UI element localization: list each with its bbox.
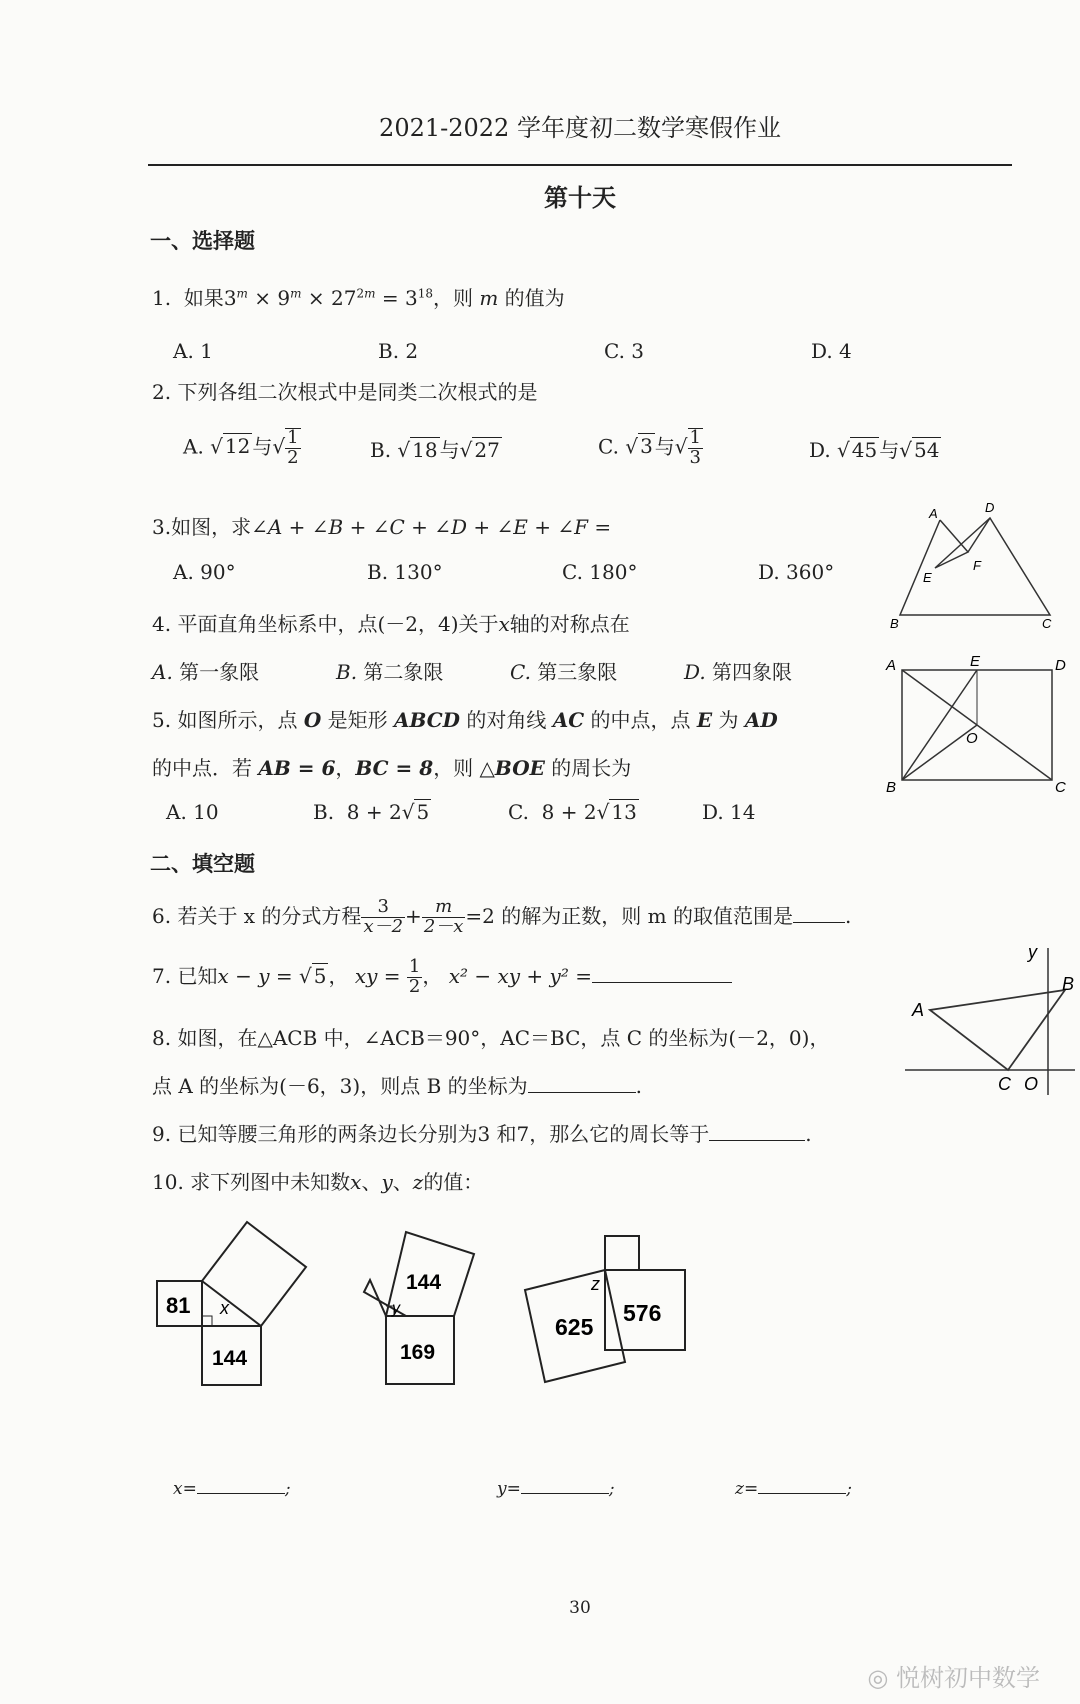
q4-option-b: B. 第二象限 bbox=[336, 660, 444, 684]
q3-option-b: B. 130° bbox=[367, 560, 443, 584]
label-x: x bbox=[220, 1298, 229, 1318]
q8-label-c: C bbox=[998, 1074, 1011, 1094]
q8-label-a: A bbox=[912, 1000, 925, 1020]
q1-option-a: A. 1 bbox=[173, 339, 213, 363]
q8-label-o: O bbox=[1024, 1074, 1039, 1094]
label-144-a: 144 bbox=[212, 1347, 248, 1370]
q4-option-a: A. 第一象限 bbox=[152, 660, 260, 684]
question-2: 2. 下列各组二次根式中是同类二次根式的是 bbox=[152, 380, 538, 404]
q5-option-b: B. 8 + 2√ 5 bbox=[313, 800, 430, 824]
day-heading: 第十天 bbox=[544, 183, 616, 212]
question-5-line-1: 5. 如图所示，点 O 是矩形 ABCD 的对角线 AC 的中点，点 E 为 AD bbox=[152, 708, 778, 732]
q10-figure-z bbox=[525, 1236, 685, 1382]
q4-option-d: D. 第四象限 bbox=[684, 660, 793, 684]
q3-option-d: D. 360° bbox=[758, 560, 835, 584]
question-4: 4. 平面直角坐标系中，点(－2，4)关于x轴的对称点在 bbox=[152, 612, 630, 636]
wechat-icon: ◎ bbox=[867, 1664, 896, 1692]
answer-x: x= ; bbox=[173, 1475, 291, 1499]
label-169: 169 bbox=[400, 1341, 436, 1364]
title-rule bbox=[148, 164, 1012, 166]
label-81: 81 bbox=[166, 1293, 191, 1318]
label-625: 625 bbox=[555, 1314, 594, 1340]
q10-figures bbox=[150, 1210, 730, 1410]
q8-figure bbox=[900, 940, 1080, 1100]
watermark: ◎ 悦树初中数学 bbox=[867, 1664, 1040, 1692]
label-576: 576 bbox=[623, 1300, 662, 1326]
question-9: 9. 已知等腰三角形的两条边长分别为3 和7，那么它的周长等于 . bbox=[152, 1122, 812, 1146]
answer-z-blank[interactable] bbox=[758, 1475, 846, 1494]
page-number: 30 bbox=[569, 1598, 591, 1618]
label-144-b: 144 bbox=[406, 1271, 442, 1294]
question-10: 10. 求下列图中未知数x、y、z的值： bbox=[152, 1170, 484, 1194]
q5-option-d: D. 14 bbox=[702, 800, 756, 824]
q9-answer-blank[interactable] bbox=[709, 1122, 805, 1141]
q5-label-b: B bbox=[886, 779, 897, 795]
q1-option-b: B. 2 bbox=[378, 339, 419, 363]
q5-option-a: A. 10 bbox=[166, 800, 219, 824]
q10-figure-x bbox=[157, 1222, 306, 1385]
q10-figure-y bbox=[364, 1232, 474, 1384]
question-8-line-2: 点 A 的坐标为(－6，3)，则点 B 的坐标为 . bbox=[152, 1074, 642, 1098]
q3-label-b: B bbox=[890, 616, 899, 631]
q3-option-c: C. 180° bbox=[562, 560, 638, 584]
q2-option-a: A. √ 12 与√ $\frac{1}{2}$ bbox=[183, 427, 299, 468]
q3-label-c: C bbox=[1042, 616, 1052, 631]
q3-label-a: A bbox=[929, 506, 938, 521]
q1-option-c: C. 3 bbox=[604, 339, 645, 363]
question-1: 1. 如果$3^m \times 9^m \times 27^{2m} = 3^{18}$，则 m 的值为 bbox=[152, 286, 565, 310]
q5-label-d: D bbox=[1055, 657, 1066, 674]
question-5-line-2: 的中点．若 AB = 6，BC = 8，则 △BOE 的周长为 bbox=[152, 756, 632, 780]
q1-option-d: D. 4 bbox=[811, 339, 852, 363]
q3-label-f: F bbox=[973, 558, 981, 573]
q5-figure bbox=[880, 650, 1070, 795]
q5-label-c: C bbox=[1055, 779, 1066, 795]
section-choice: 一、选择题 bbox=[150, 228, 255, 253]
section-fill: 二、填空题 bbox=[150, 851, 255, 876]
q3-label-e: E bbox=[923, 570, 932, 585]
answer-x-blank[interactable] bbox=[197, 1475, 285, 1494]
answer-y: y= ; bbox=[497, 1475, 615, 1499]
q5-label-a: A bbox=[886, 657, 897, 674]
q5-label-o: O bbox=[966, 730, 978, 747]
page-title: 2021-2022 学年度初二数学寒假作业 bbox=[379, 114, 781, 142]
label-y: y bbox=[392, 1300, 400, 1317]
question-6: 6. 若关于 x 的分式方程 $\frac{3}{x-2}$ + $\frac{m}{2-x}$ =2 的解为正数，则 m 的取值范围是 . bbox=[152, 896, 852, 937]
label-z: z bbox=[591, 1274, 600, 1294]
q8-label-y: y bbox=[1028, 942, 1037, 962]
q7-answer-blank[interactable] bbox=[592, 964, 732, 983]
q5-option-c: C. 8 + 2√ 13 bbox=[508, 800, 637, 824]
q2-option-c: C. √ 3 与√ $\frac{1}{3}$ bbox=[598, 427, 701, 468]
q3-label-d: D bbox=[985, 500, 995, 515]
question-7: 7. 已知x − y = √ 5 ， xy = $\frac{1}{2}$ ， x² − xy + y² = bbox=[152, 958, 732, 997]
q2-option-b: B. √ 18 与√ 27 bbox=[370, 438, 500, 462]
q8-answer-blank[interactable] bbox=[528, 1074, 636, 1093]
q6-answer-blank[interactable] bbox=[793, 904, 845, 923]
q4-option-c: C. 第三象限 bbox=[510, 660, 618, 684]
answer-z: z= ; bbox=[735, 1475, 852, 1499]
q2-option-d: D. √ 45 与√ 54 bbox=[809, 438, 940, 462]
q3-option-a: A. 90° bbox=[173, 560, 236, 584]
answer-y-blank[interactable] bbox=[521, 1475, 609, 1494]
q8-label-b: B bbox=[1062, 974, 1075, 994]
question-3: 3.如图，求∠A + ∠B + ∠C + ∠D + ∠E + ∠F = bbox=[152, 515, 612, 539]
question-8-line-1: 8. 如图，在△ACB 中，∠ACB＝90°，AC＝BC，点 C 的坐标为(－2，0)， bbox=[152, 1026, 830, 1050]
q3-figure bbox=[885, 500, 1065, 635]
q5-label-e: E bbox=[970, 653, 981, 670]
